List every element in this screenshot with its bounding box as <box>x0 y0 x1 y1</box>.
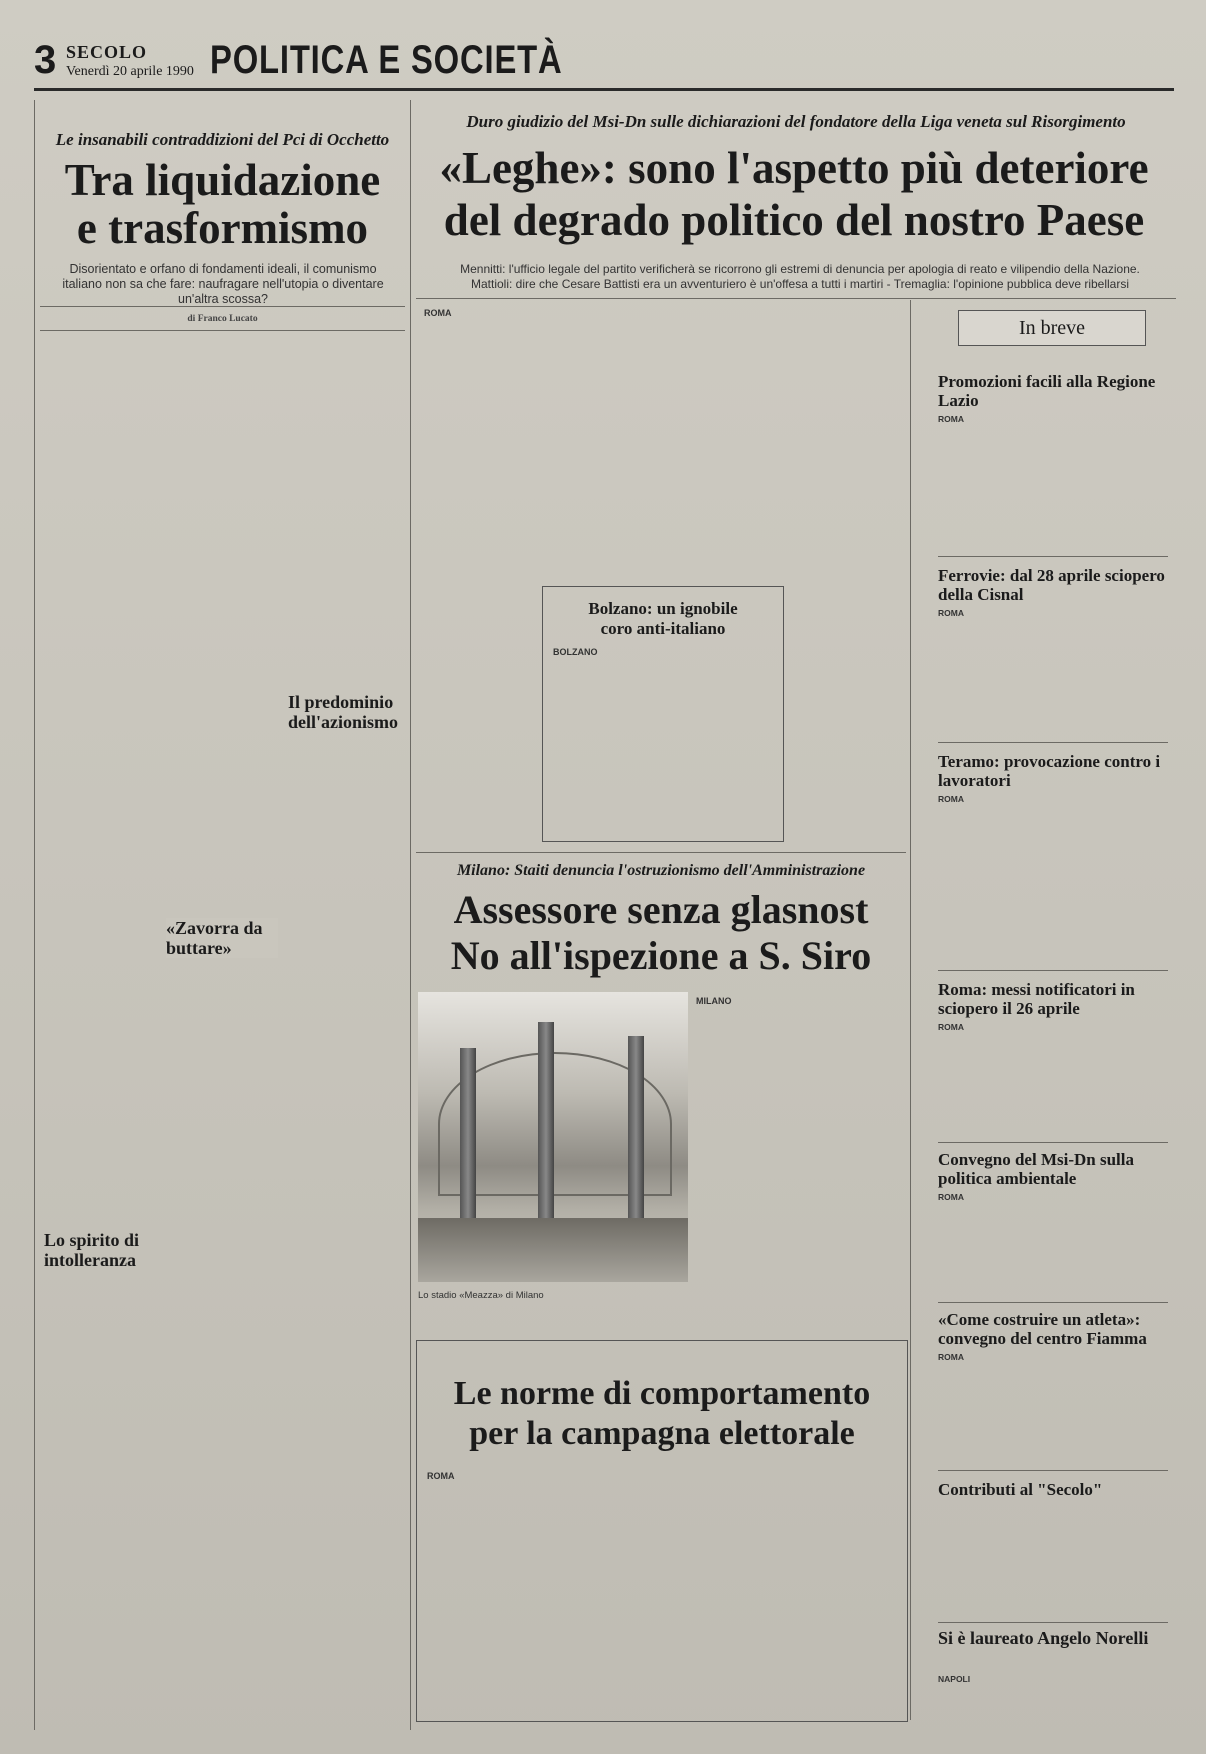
brief-body-5 <box>938 1192 1168 1294</box>
laureato-body <box>938 1674 1168 1724</box>
leghe-rule <box>416 298 1176 299</box>
column-divider <box>410 100 411 1730</box>
brief-rule-5 <box>938 1302 1168 1303</box>
brief-dateline-5: ROMA <box>938 1192 964 1202</box>
left-headline-2: e trasformismo <box>76 203 369 253</box>
brief-title-3: Teramo: provocazione contro i lavoratori <box>938 752 1161 790</box>
bolzano-title-1: Bolzano: un ignobile <box>588 599 738 618</box>
left-headline-1: Tra liquidazione <box>64 155 381 205</box>
milano-col-1 <box>696 996 791 1296</box>
brief-dateline-2: ROMA <box>938 608 964 618</box>
brief-dateline-1: ROMA <box>938 414 964 424</box>
left-col-3 <box>288 340 402 1720</box>
section-title: POLITICA E SOCIETÀ <box>210 38 563 82</box>
brief-body-6 <box>938 1352 1168 1462</box>
stadium-tower-3 <box>628 1036 644 1218</box>
brief-rule-1 <box>938 556 1168 557</box>
leghe-headline-2: del degrado politico del nostro Paese <box>443 195 1145 245</box>
milano-top-rule <box>416 852 906 853</box>
milano-headline-1: Assessore senza glasnost <box>453 887 869 932</box>
page-number: 3 <box>34 38 57 82</box>
left-border <box>34 100 35 1730</box>
leghe-kicker: Duro giudizio del Msi-Dn sulle dichiarazioni del fondatore della Liga veneta sul Risorgimento <box>466 112 1126 131</box>
laureato-title: Si è laureato Angelo Norelli <box>938 1628 1149 1648</box>
leghe-dateline: ROMA <box>424 308 452 318</box>
photo-caption: Lo stadio «Meazza» di Milano <box>418 1290 544 1301</box>
stadium-stands <box>418 1218 688 1282</box>
norme-body <box>427 1471 897 1711</box>
left-kicker: Le insanabili contraddizioni del Pci di Occhetto <box>55 130 390 149</box>
brief-dateline-4: ROMA <box>938 1022 964 1032</box>
leghe-col-4 <box>790 308 900 838</box>
leghe-col-3 <box>668 308 778 578</box>
left-subhead-3: Il predominio dell'azionismo <box>288 692 402 732</box>
left-subhead-1: Lo spirito di intolleranza <box>44 1230 140 1270</box>
stadium-photo <box>418 992 688 1282</box>
brief-body-2 <box>938 608 1168 732</box>
leghe-headline-1: «Leghe»: sono l'aspetto più deteriore <box>439 143 1149 193</box>
laureato-dateline: NAPOLI <box>938 1674 971 1684</box>
norme-headline-2: per la campagna elettorale <box>469 1415 855 1452</box>
milano-headline-2: No all'ispezione a S. Siro <box>450 933 872 978</box>
issue-date: Venerdì 20 aprile 1990 <box>66 64 194 79</box>
stadium-tower-2 <box>538 1022 554 1218</box>
brief-rule-2 <box>938 742 1168 743</box>
contributi-title: Contributi al "Secolo" <box>938 1480 1103 1499</box>
leghe-deck: Mennitti: l'ufficio legale del partito verificherà se ricorrono gli estremi di denuncia per apologia di reato e vilipendio della Nazione. Mattioli: dire che Cesare Battisti era un avventuriero è un'offesa a tutti i martiri - Tremaglia: l'opinione pubblica deve ribellarsi <box>460 262 1140 291</box>
brief-rule-3 <box>938 970 1168 971</box>
norme-dateline: ROMA <box>427 1471 455 1481</box>
paper-name: SECOLO <box>66 42 148 62</box>
brief-rule-7 <box>938 1622 1168 1623</box>
brief-title-2: Ferrovie: dal 28 aprile sciopero della Cisnal <box>938 566 1165 604</box>
in-breve-header-box <box>958 310 1146 346</box>
milano-dateline: MILANO <box>696 996 732 1006</box>
brief-body-1 <box>938 414 1168 546</box>
brief-rule-4 <box>938 1142 1168 1143</box>
bolzano-dateline: BOLZANO <box>553 647 598 657</box>
left-deck-rule <box>40 306 405 307</box>
left-byline-rule <box>40 330 405 331</box>
left-col-1b <box>44 1278 154 1718</box>
leghe-col-1 <box>424 308 534 838</box>
brief-title-4: Roma: messi notificatori in sciopero il 26 aprile <box>938 980 1135 1018</box>
stadium-tower-1 <box>460 1048 476 1218</box>
left-byline: di Franco Lucato <box>187 314 258 324</box>
bolzano-body <box>553 647 773 833</box>
milano-col-2 <box>802 996 902 1296</box>
brief-title-5: Convegno del Msi-Dn sulla politica ambientale <box>938 1150 1134 1188</box>
brief-title-1: Promozioni facili alla Regione Lazio <box>938 372 1156 410</box>
bolzano-box <box>542 586 784 842</box>
milano-kicker: Milano: Staiti denuncia l'ostruzionismo dell'Amministrazione <box>456 862 866 879</box>
brief-dateline-6: ROMA <box>938 1352 964 1362</box>
in-breve-header: In breve <box>1018 317 1086 339</box>
brief-rule-6 <box>938 1470 1168 1471</box>
left-deck: Disorientato e orfano di fondamenti ideali, il comunismo italiano non sa che fare: naufragare nell'utopia o diventare un'altra scossa? <box>62 262 384 306</box>
masthead-rule <box>34 88 1174 91</box>
norme-headline-1: Le norme di comportamento <box>453 1375 871 1412</box>
brief-title-6: «Come costruire un atleta»: convegno del centro Fiamma <box>938 1310 1147 1348</box>
left-col-2 <box>166 340 278 1720</box>
brief-body-3 <box>938 794 1168 960</box>
contributi-list <box>938 1504 1168 1616</box>
leghe-col-2 <box>546 308 656 578</box>
brief-dateline-3: ROMA <box>938 794 964 804</box>
brief-body-4 <box>938 1022 1168 1132</box>
bolzano-title-2: coro anti-italiano <box>600 619 726 638</box>
left-col-1 <box>44 340 154 1100</box>
norme-box <box>416 1340 908 1722</box>
left-subhead-2: «Zavorra da buttare» <box>166 918 278 958</box>
right-divider <box>910 300 911 1720</box>
